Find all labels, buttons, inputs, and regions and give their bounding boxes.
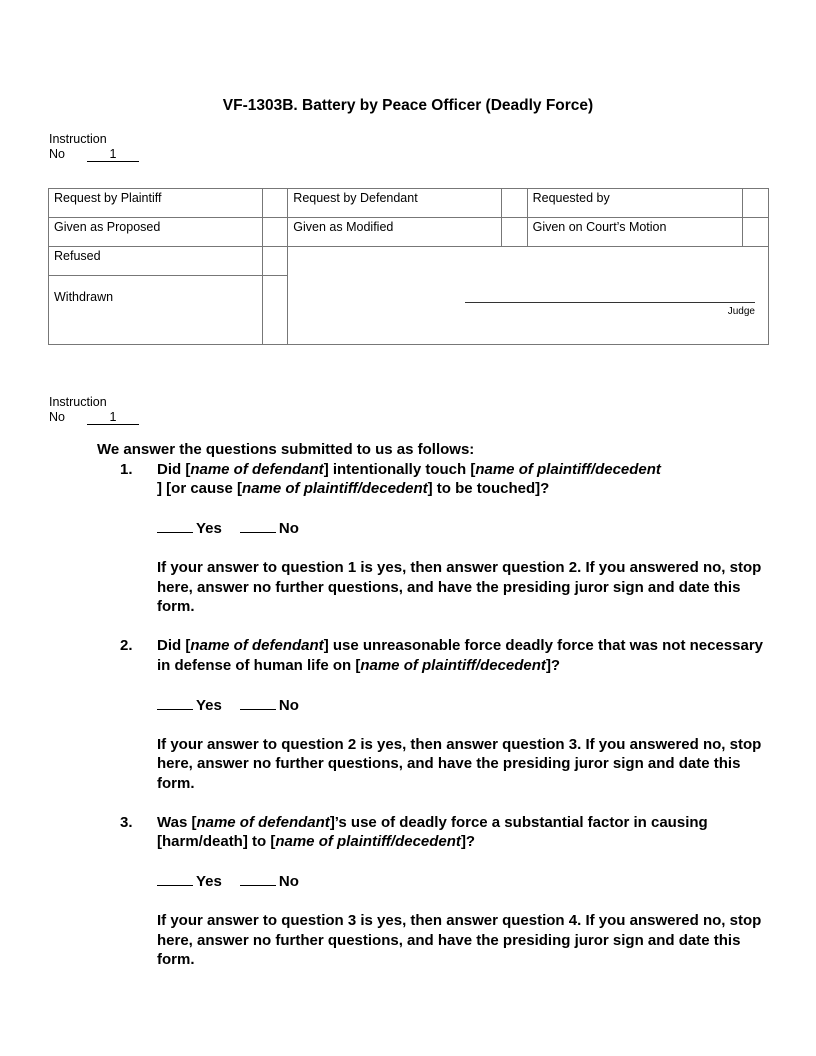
yes-answer-blank[interactable] (157, 871, 193, 886)
question-number: 1. (120, 460, 133, 478)
requested-by-checkbox[interactable] (743, 189, 769, 218)
verdict-form (97, 440, 777, 970)
question-instruction: If your answer to question 2 is yes, then answer question 3. If you answered no, stop here, answer no further questions, and have the presiding juror sign and date this form. (157, 735, 762, 792)
instruction-label: Instruction (49, 395, 107, 409)
yes-label: Yes (196, 520, 222, 537)
given-as-proposed-label: Given as Proposed (49, 218, 263, 247)
no-answer-blank[interactable] (240, 518, 276, 533)
question-1 (97, 460, 777, 637)
given-on-courts-motion-checkbox[interactable] (743, 218, 769, 247)
yes-answer-blank[interactable] (157, 518, 193, 533)
request-by-plaintiff-label: Request by Plaintiff (49, 189, 263, 218)
instruction-number-field[interactable]: 1 (87, 148, 139, 162)
yes-label: Yes (196, 873, 222, 890)
judge-signature-line[interactable] (465, 302, 755, 303)
question-text: Did [name of defendant] use unreasonable force deadly force that was not necessary in defense of human life on [name of plaintiff/decedent]? (157, 637, 764, 674)
refused-checkbox[interactable] (262, 247, 288, 276)
document-title: VF-1303B. Battery by Peace Officer (Deadly Force) (222, 97, 594, 114)
no-label: No (278, 873, 299, 890)
yes-no-answer (157, 695, 777, 716)
no-label: No (49, 410, 65, 424)
request-by-plaintiff-checkbox[interactable] (262, 189, 288, 218)
table-row (49, 218, 769, 247)
question-number: 2. (120, 637, 133, 654)
instruction-number-field[interactable]: 1 (87, 411, 139, 425)
given-as-proposed-checkbox[interactable] (262, 218, 288, 247)
withdrawn-checkbox[interactable] (262, 276, 288, 345)
instruction-number-block (49, 132, 139, 162)
request-disposition-table (48, 188, 769, 345)
verdict-intro: We answer the questions submitted to us as follows: (97, 441, 475, 458)
request-by-defendant-checkbox[interactable] (501, 189, 527, 218)
yes-answer-blank[interactable] (157, 695, 193, 710)
question-text: Was [name of defendant]’s use of deadly force a substantial factor in causing [harm/death] to [name of plaintiff/decedent]? (157, 813, 708, 850)
question-2 (97, 636, 777, 813)
question-instruction: If your answer to question 3 is yes, then answer question 4. If you answered no, stop here, answer no further questions, and have the presiding juror sign and date this form. (157, 912, 762, 968)
withdrawn-label: Withdrawn (49, 276, 263, 345)
refused-label: Refused (49, 247, 263, 276)
given-as-modified-label: Given as Modified (288, 218, 502, 247)
table-row (49, 189, 769, 218)
question-number: 3. (120, 813, 133, 831)
instruction-number-block-2 (49, 395, 139, 425)
yes-no-answer (157, 518, 777, 539)
given-as-modified-checkbox[interactable] (501, 218, 527, 247)
question-instruction: If your answer to question 1 is yes, then answer question 2. If you answered no, stop here, answer no further questions, and have the presiding juror sign and date this form. (157, 559, 762, 615)
judge-signature-area (288, 247, 769, 345)
yes-label: Yes (196, 696, 222, 714)
no-label: No (278, 696, 299, 714)
yes-no-answer (157, 871, 777, 892)
no-label: No (278, 520, 299, 537)
request-by-defendant-label: Request by Defendant (288, 189, 502, 218)
given-on-courts-motion-label: Given on Court’s Motion (527, 218, 743, 247)
no-answer-blank[interactable] (240, 871, 276, 886)
no-label: No (49, 147, 65, 161)
requested-by-label: Requested by (527, 189, 743, 218)
no-answer-blank[interactable] (240, 695, 276, 710)
table-row (49, 247, 769, 276)
question-3 (97, 813, 777, 970)
question-text: Did [name of defendant] intentionally touch [name of plaintiff/decedent ] [or cause [name of plaintiff/decedent] to be touched]? (157, 460, 661, 497)
instruction-label: Instruction (49, 132, 107, 146)
judge-label: Judge (727, 306, 755, 317)
